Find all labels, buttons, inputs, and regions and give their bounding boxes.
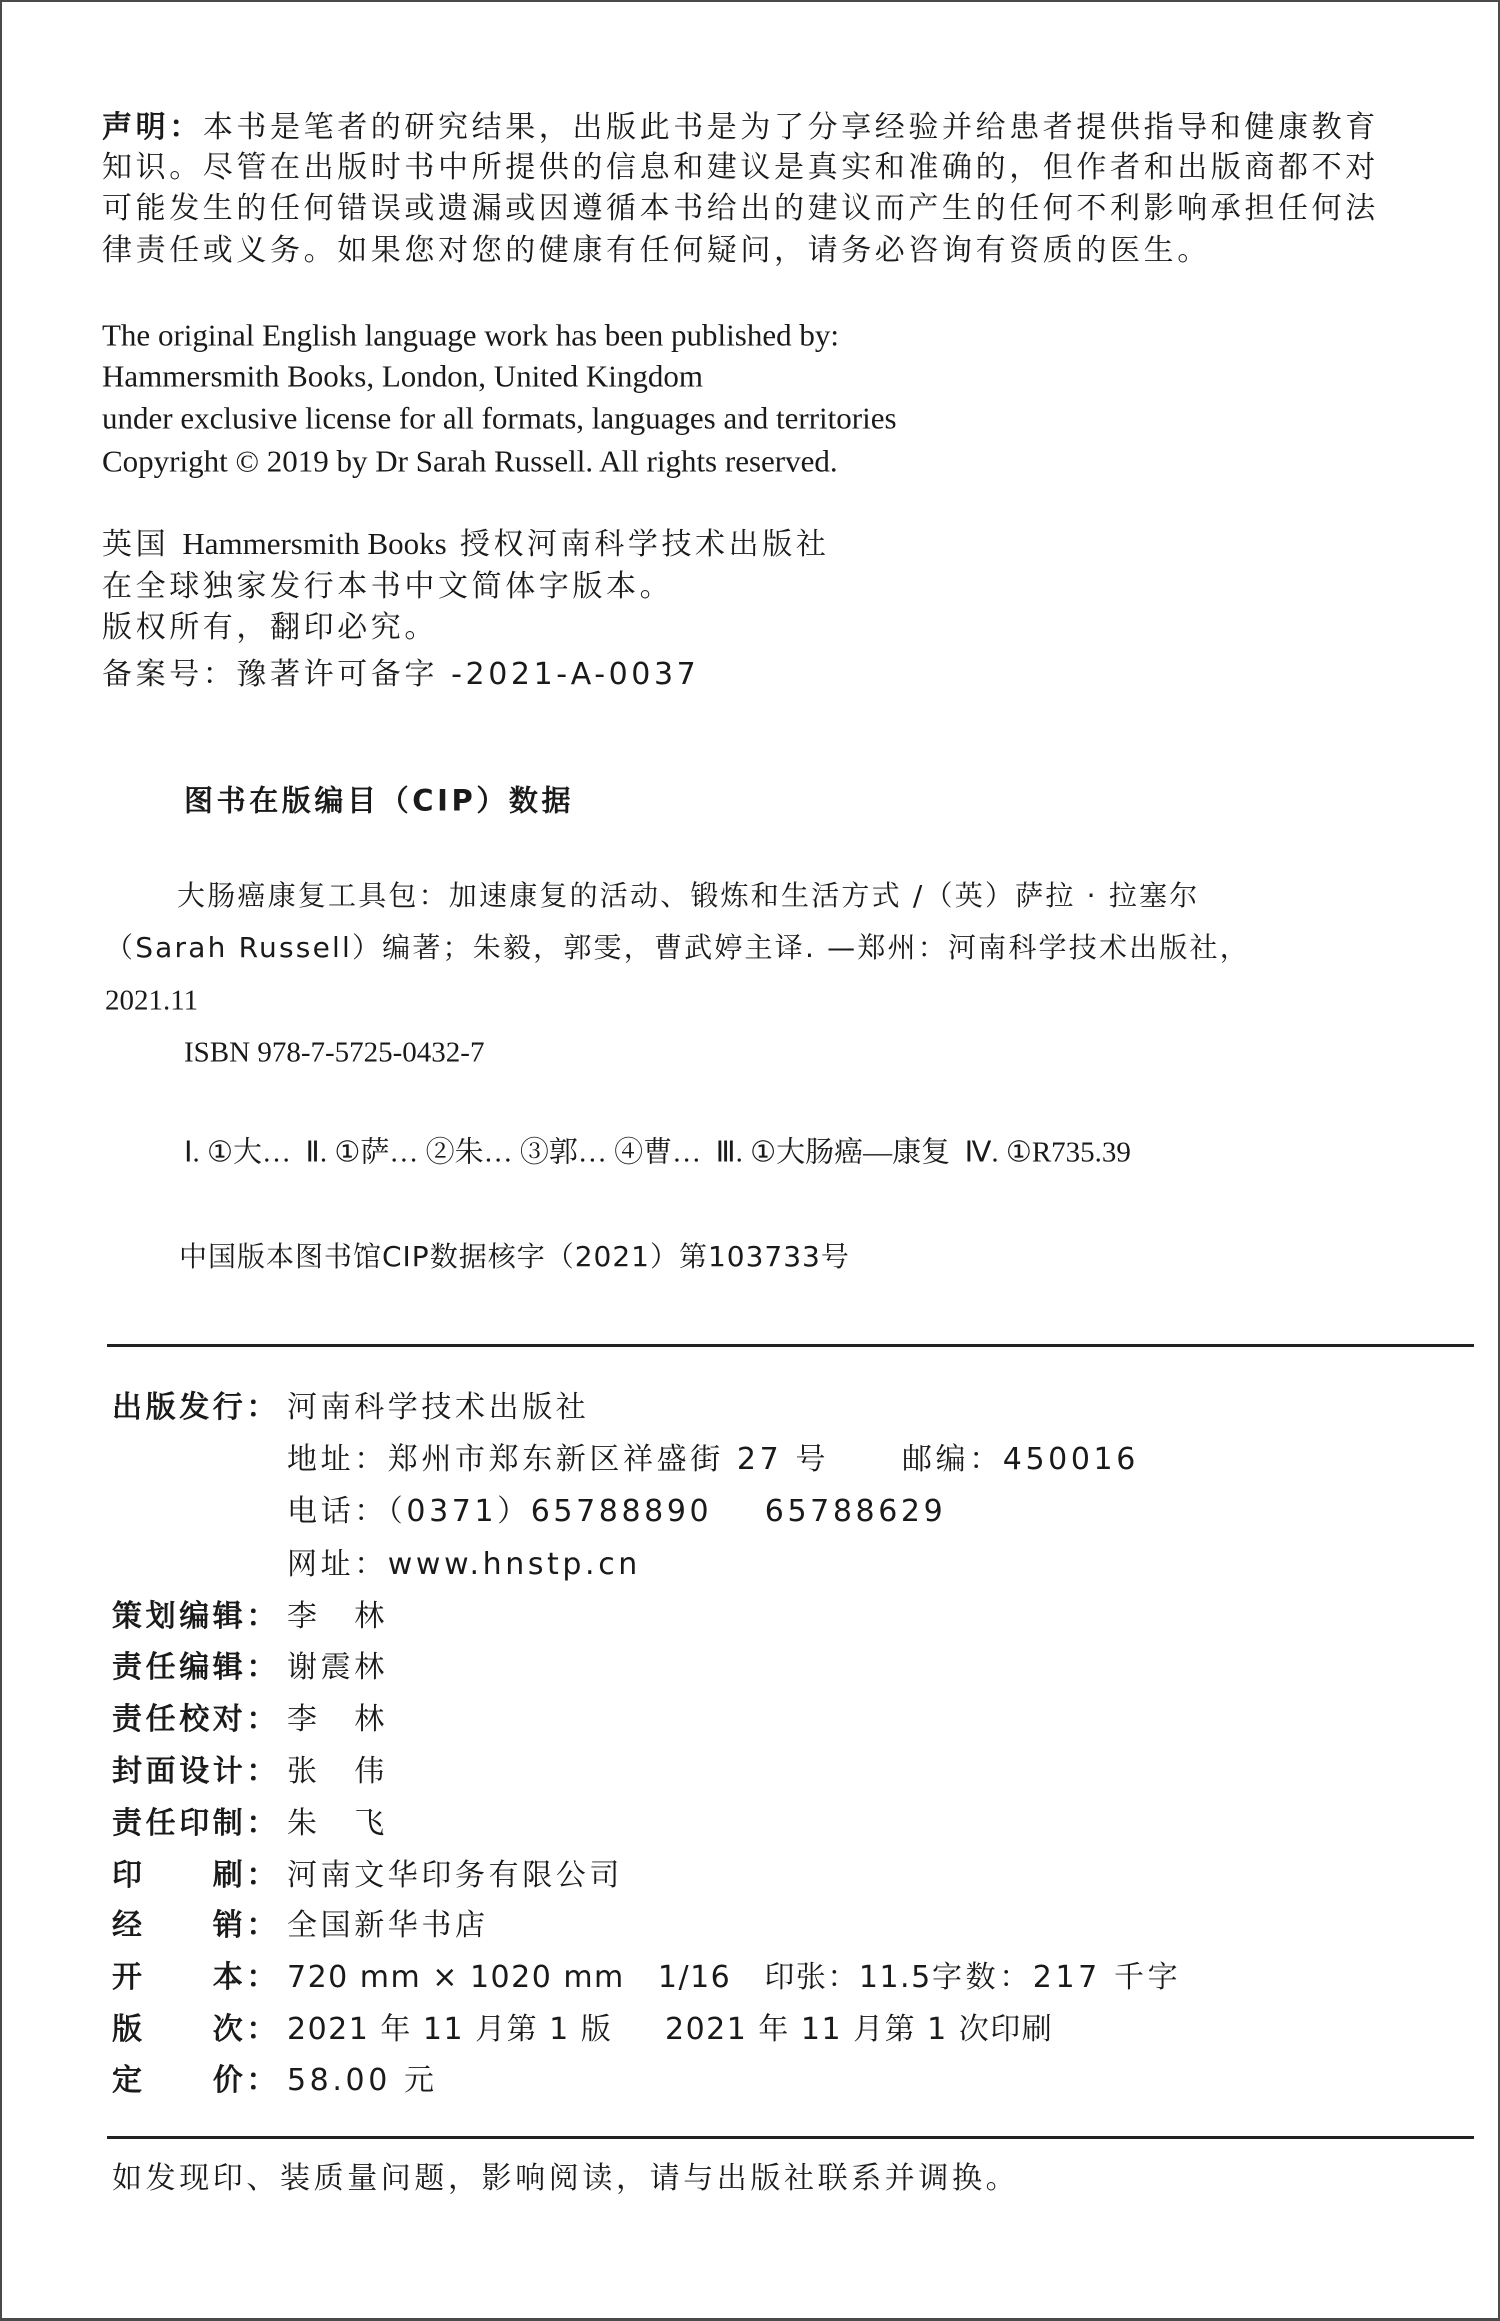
english-rights-line-4: Copyright © 2019 by Dr Sarah Russell. All rights reserved.: [102, 443, 838, 479]
print-supervisor-label: 责任印制：: [112, 1806, 280, 1841]
cip-record-line-2: （Sarah Russell）编著；朱毅，郭雯，曹武婷主译. —郑州：河南科学技术出版社，: [105, 931, 1250, 964]
cip-number: 中国版本图书馆CIP数据核字（2021）第103733号: [179, 1240, 850, 1273]
publisher-value: 河南科学技术出版社: [287, 1390, 590, 1425]
chinese-rights-line-1: [102, 528, 829, 560]
publisher-en: Hammersmith Books: [182, 526, 447, 561]
publisher-postcode: 邮编：450016: [902, 1442, 1139, 1477]
planning-editor-value: 李 林: [287, 1599, 388, 1634]
word-count: 字数：217 千字: [932, 1960, 1182, 1995]
edition-value: 2021 年 11 月第 1 版: [287, 2012, 613, 2047]
format-label: 开 本：: [112, 1960, 280, 1995]
cip-title: 图书在版编目（CIP）数据: [184, 783, 575, 818]
chinese-rights-line-3: 版权所有，翻印必究。: [102, 610, 438, 645]
responsible-editor-label: 责任编辑：: [112, 1650, 280, 1685]
proofreader-value: 李 林: [287, 1702, 388, 1737]
rights-text: 英国: [102, 527, 183, 562]
printer-value: 河南文华印务有限公司: [287, 1858, 623, 1893]
proofreader-label: 责任校对：: [112, 1702, 280, 1737]
record-number: 备案号：豫著许可备字 -2021-A-0037: [102, 657, 700, 692]
cip-record-line-3: 2021.11: [105, 984, 199, 1017]
disclaimer-line-4: 律责任或义务。如果您对您的健康有任何疑问，请务必咨询有资质的医生。: [102, 233, 1211, 268]
publisher-address: 地址：郑州市郑东新区祥盛街 27 号: [287, 1442, 830, 1477]
publisher-website: 网址：www.hnstp.cn: [287, 1547, 641, 1582]
quality-notice: 如发现印、装质量问题，影响阅读，请与出版社联系并调换。: [112, 2161, 1020, 2196]
cip-classification: Ⅰ. ①大… Ⅱ. ①萨… ②朱… ③郭… ④曹… Ⅲ. ①大肠癌—康复 Ⅳ. ①R735.39: [184, 1136, 1131, 1169]
divider-bottom: [107, 2136, 1474, 2139]
rights-text: 授权河南科学技术出版社: [446, 527, 830, 562]
responsible-editor-value: 谢震林: [287, 1650, 388, 1685]
printing-value: 2021 年 11 月第 1 次印刷: [665, 2012, 1054, 2047]
print-supervisor-value: 朱 飞: [287, 1806, 388, 1841]
distributor-label: 经 销：: [112, 1908, 280, 1943]
disclaimer-label: 声明：: [102, 110, 203, 145]
english-rights-line-3: under exclusive license for all formats, languages and territories: [102, 400, 897, 436]
printer-label: 印 刷：: [112, 1858, 280, 1893]
divider-top: [107, 1344, 1474, 1347]
english-rights-line-2: Hammersmith Books, London, United Kingdom: [102, 358, 704, 394]
publisher-label: 出版发行：: [112, 1390, 280, 1425]
english-rights-line-1: The original English language work has been published by:: [102, 317, 839, 353]
format-value: 720 mm × 1020 mm 1/16 印张：11.5: [287, 1960, 932, 1995]
chinese-rights-line-2: 在全球独家发行本书中文简体字版本。: [102, 569, 674, 604]
price-value: 58.00 元: [287, 2063, 438, 2098]
publisher-phone: 电话：（0371）65788890 65788629: [287, 1494, 947, 1529]
disclaimer-line-3: 可能发生的任何错误或遗漏或因遵循本书给出的建议而产生的任何不利影响承担任何法: [102, 191, 1379, 226]
disclaimer-line-1: [102, 110, 1379, 145]
cip-record-line-1: 大肠癌康复工具包：加速康复的活动、锻炼和生活方式 /（英）萨拉 · 拉塞尔: [177, 879, 1200, 912]
cover-design-label: 封面设计：: [112, 1754, 280, 1789]
planning-editor-label: 策划编辑：: [112, 1599, 280, 1634]
edition-label: 版 次：: [112, 2012, 280, 2047]
disclaimer-text: 本书是笔者的研究结果，出版此书是为了分享经验并给患者提供指导和健康教育: [202, 110, 1379, 145]
isbn: ISBN 978-7-5725-0432-7: [184, 1036, 485, 1069]
disclaimer-line-2: 知识。尽管在出版时书中所提供的信息和建议是真实和准确的，但作者和出版商都不对: [102, 150, 1379, 185]
cover-design-value: 张 伟: [287, 1754, 388, 1789]
distributor-value: 全国新华书店: [287, 1908, 489, 1943]
price-label: 定 价：: [112, 2063, 280, 2098]
